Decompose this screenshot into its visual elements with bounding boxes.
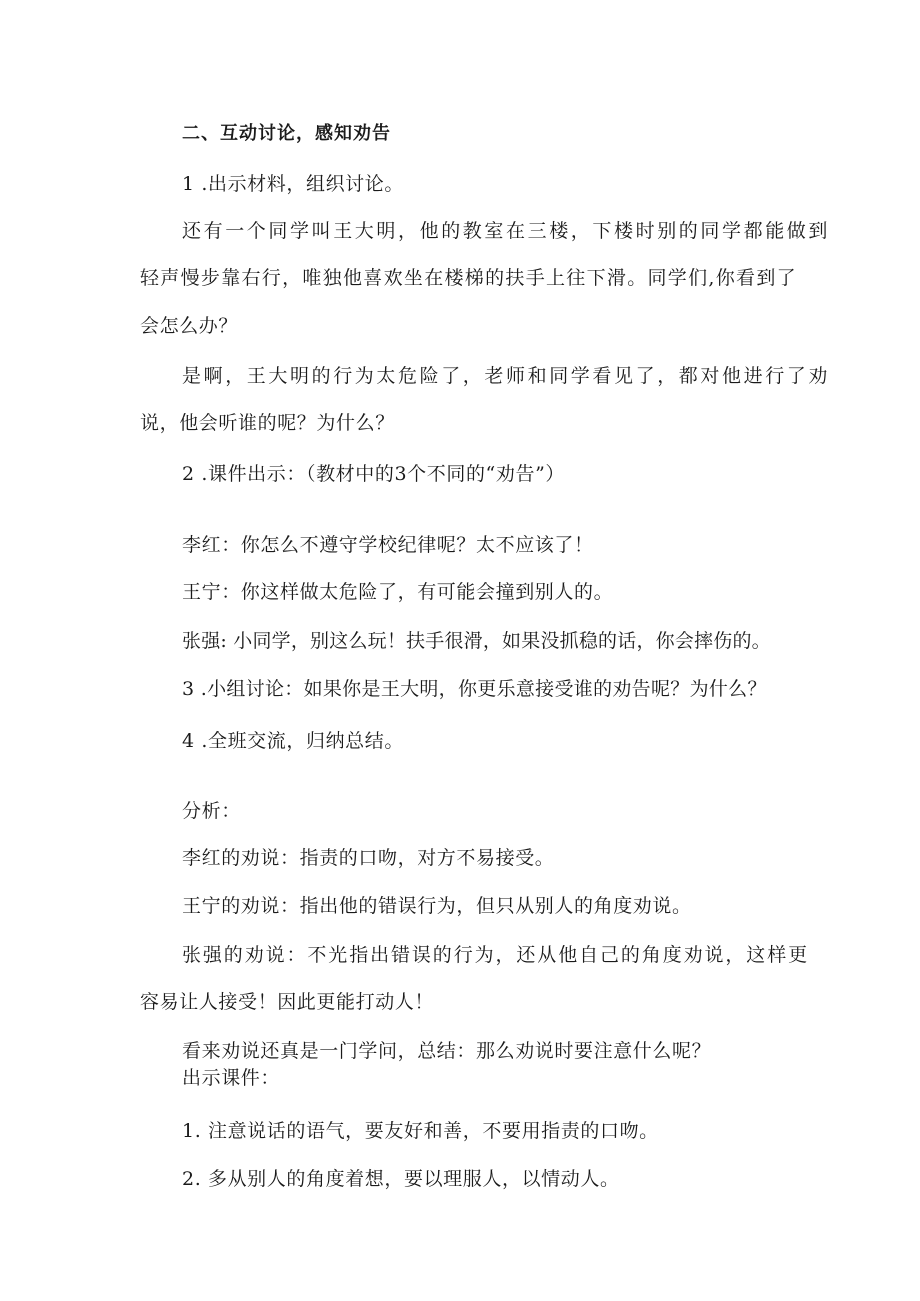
tip-2: 2. 多从别人的角度着想，要以理服人，以情动人。: [182, 1168, 620, 1190]
analysis-wang-ning: 王宁的劝说：指出他的错误行为，但只从别人的角度劝说。: [182, 895, 692, 917]
section-heading: 二、互动讨论，感知劝告: [182, 123, 391, 144]
analysis-zhang-qiang-line-2: 容易让人接受！因此更能打动人！: [140, 991, 435, 1013]
quote-zhang-qiang: 张强: 小同学，别这么玩！扶手很滑，如果没抓稳的话，你会摔伤的。: [182, 630, 771, 652]
summary-question: 看来劝说还真是一门学问，总结：那么劝说时要注意什么呢？: [182, 1040, 712, 1062]
quote-li-hong: 李红：你怎么不遵守学校纪律呢？太不应该了！: [182, 534, 594, 556]
story-line-3: 会怎么办？: [140, 315, 239, 337]
analysis-li-hong: 李红的劝说：指责的口吻，对方不易接受。: [182, 847, 555, 869]
courseware-label: 出示课件：: [182, 1067, 281, 1089]
story-line-2: 轻声慢步靠右行，唯独他喜欢坐在楼梯的扶手上往下滑。同学们,你看到了: [140, 267, 797, 289]
quote-wang-ning: 王宁：你这样做太危险了，有可能会撞到别人的。: [182, 581, 614, 603]
item-3: 3 .小组讨论：如果你是王大明，你更乐意接受谁的劝告呢？为什么？: [182, 678, 767, 700]
story-line-1: 还有一个同学叫王大明，他的教室在三楼，下楼时别的同学都能做到: [182, 220, 831, 242]
question-line-2: 说，他会听谁的呢？为什么？: [140, 412, 395, 434]
item-2: 2 .课件出示：（教材中的3个不同的“劝告”）: [182, 463, 565, 485]
item-4: 4 .全班交流，归纳总结。: [182, 730, 404, 752]
analysis-label: 分析：: [182, 800, 241, 822]
question-line-1: 是啊，王大明的行为太危险了，老师和同学看见了，都对他进行了劝: [182, 365, 831, 387]
item-1: 1 .出示材料，组织讨论。: [182, 173, 404, 195]
analysis-zhang-qiang-line-1: 张强的劝说：不光指出错误的行为，还从他自己的角度劝说，这样更: [182, 944, 810, 966]
tip-1: 1. 注意说话的语气，要友好和善，不要用指责的口吻。: [182, 1120, 659, 1142]
